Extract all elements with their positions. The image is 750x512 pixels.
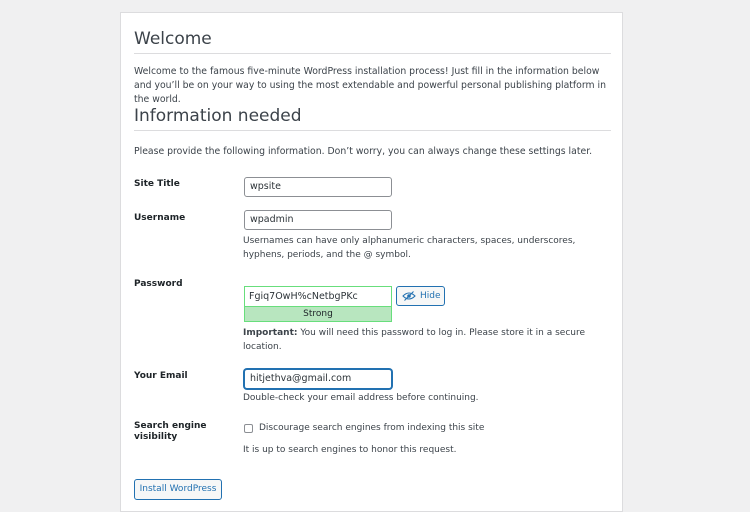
info-heading: Information needed — [134, 106, 302, 126]
hide-password-label: Hide — [420, 291, 441, 301]
hide-password-button[interactable] — [396, 286, 445, 306]
email-hint: Double-check your email address before continuing. — [243, 393, 479, 403]
password-hint-text: You will need this password to log in. Please store it in a secure location. — [243, 328, 586, 352]
eye-slash-icon — [402, 291, 416, 301]
info-divider — [134, 130, 611, 131]
install-panel — [120, 12, 623, 512]
username-hint: Usernames can have only alphanumeric characters, spaces, underscores, hyphens, periods, and the @ symbol. — [243, 236, 576, 260]
email-input[interactable]: hitjethva@gmail.com — [244, 369, 392, 389]
site-title-input[interactable]: wpsite — [244, 177, 392, 197]
password-label: Password — [134, 279, 183, 289]
install-wordpress-button[interactable]: Install WordPress — [134, 479, 222, 500]
email-label: Your Email — [134, 371, 188, 381]
password-input[interactable]: Fgiq7OwH%cNetbgPKc — [244, 286, 392, 306]
password-hint-important: Important: — [243, 328, 298, 338]
discourage-search-label[interactable]: Discourage search engines from indexing this site — [259, 423, 485, 433]
password-strength-meter: Strong — [244, 306, 392, 322]
discourage-search-checkbox[interactable] — [244, 424, 253, 433]
search-engine-hint: It is up to search engines to honor this request. — [243, 445, 457, 455]
site-title-label: Site Title — [134, 179, 180, 189]
welcome-heading: Welcome — [134, 29, 212, 49]
welcome-divider — [134, 53, 611, 54]
welcome-intro: Welcome to the famous five-minute WordPress installation process! Just fill in the information below and you’ll be on your way to using the most extendable and powerful personal publishing platform in the world. — [134, 66, 607, 105]
username-input[interactable]: wpadmin — [244, 210, 392, 230]
username-label: Username — [134, 213, 186, 223]
search-engine-label: Search engine visibility — [134, 421, 207, 442]
info-intro: Please provide the following information. Don’t worry, you can always change these settings later. — [134, 146, 593, 157]
password-hint — [243, 327, 598, 354]
